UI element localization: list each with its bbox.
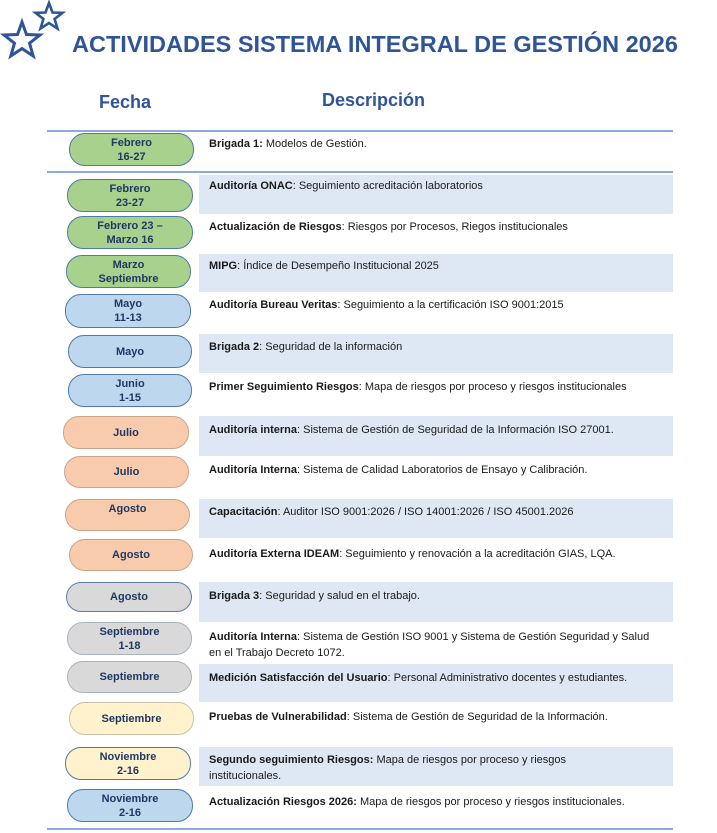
date-pill xyxy=(67,622,192,655)
row-title: Primer Seguimiento Riesgos xyxy=(209,381,359,393)
row-text: : Auditor ISO 9001:2026 / ISO 14001:2026 / ISO 45001.2026 xyxy=(277,506,574,518)
row-title: Medición Satisfacción del Usuario xyxy=(209,672,388,684)
row-description xyxy=(209,462,667,478)
table-row xyxy=(0,214,717,252)
date-pill xyxy=(67,789,193,822)
date-pill xyxy=(69,133,194,166)
row-description xyxy=(209,629,664,661)
date-line-1: Septiembre xyxy=(101,712,162,725)
row-description xyxy=(209,422,667,438)
table-row xyxy=(0,702,717,745)
row-title: Auditoría Interna xyxy=(209,631,298,643)
row-text: : Índice de Desempeño Institucional 2025 xyxy=(237,260,439,272)
row-description xyxy=(209,178,667,194)
table-row xyxy=(0,373,717,413)
row-text: : Seguridad de la información xyxy=(259,341,403,353)
date-line-2: Marzo 16 xyxy=(106,233,154,246)
row-title: Segundo seguimiento Riesgos: xyxy=(209,754,374,766)
row-description xyxy=(209,794,667,810)
date-line-2: 2-16 xyxy=(116,764,140,777)
table-row xyxy=(0,293,717,331)
row-description xyxy=(209,297,667,313)
row-description xyxy=(209,588,667,604)
date-line-2: 23-27 xyxy=(115,196,145,209)
row-title: Auditoría Externa IDEAM xyxy=(209,548,340,560)
date-pill xyxy=(67,216,193,249)
date-line-2: 1-18 xyxy=(118,639,141,652)
date-pill xyxy=(65,294,191,328)
date-line-1: Febrero xyxy=(109,182,151,195)
date-line-1: Agosto xyxy=(112,549,150,561)
row-description xyxy=(209,752,629,784)
row-title: Actualización Riesgos 2026: xyxy=(209,796,357,808)
date-pill xyxy=(65,747,191,780)
row-description xyxy=(209,339,667,355)
row-text: : Riesgos por Procesos, Riegos institucionales xyxy=(341,221,568,233)
row-text: : Personal Administrativo docentes y estudiantes. xyxy=(387,672,628,684)
date-line-1: Septiembre xyxy=(99,671,160,683)
row-description xyxy=(209,258,667,274)
date-line-1: Agosto xyxy=(110,591,148,603)
row-title: Brigada 2 xyxy=(209,341,260,353)
date-pill xyxy=(67,661,192,693)
page-title: ACTIVIDADES SISTEMA INTEGRAL DE GESTIÓN 2026 xyxy=(72,31,678,57)
table-row xyxy=(0,582,717,623)
date-line-2: 16-27 xyxy=(117,150,146,163)
bottom-divider xyxy=(47,828,673,830)
date-line-2: 11-13 xyxy=(114,312,142,324)
date-line-1: Junio xyxy=(115,377,145,390)
date-line-1: Septiembre xyxy=(99,625,160,638)
row-text: Mapa de riesgos por proceso y riesgos institucionales. xyxy=(356,796,625,808)
row-description xyxy=(209,546,667,562)
row-title: Pruebas de Vulnerabilidad xyxy=(209,711,347,723)
date-pill xyxy=(66,255,191,288)
column-header-description: Descripción xyxy=(322,90,426,110)
date-line-1: Noviembre xyxy=(99,750,157,763)
row-title: Auditoría ONAC xyxy=(209,180,293,192)
row-text: : Sistema de Calidad Laboratorios de Ensayo y Calibración. xyxy=(297,464,588,476)
row-text: : Sistema de Gestión ISO 9001 y Sistema de Gestión Seguridad y Salud en el Trabajo Decreto 1072. xyxy=(209,631,650,659)
table-row xyxy=(0,747,717,786)
row-description xyxy=(209,379,667,395)
table-row xyxy=(0,456,717,498)
date-line-2: 2-16 xyxy=(118,806,142,819)
date-line-1: Marzo xyxy=(112,258,145,271)
row-title: Auditoría Interna xyxy=(209,464,298,476)
row-description xyxy=(209,136,667,152)
date-pill xyxy=(69,539,193,571)
row-title: Actualización de Riesgos xyxy=(209,221,342,233)
row-title: Brigada 3 xyxy=(209,590,260,602)
row-text: Mapa de riesgos por proceso y riesgos institucionales. xyxy=(209,754,567,782)
row-text: : Seguimiento a la certificación ISO 9001:2015 xyxy=(337,299,564,311)
table-row xyxy=(0,538,717,580)
date-line-1: Febrero 23 – xyxy=(97,219,163,232)
row-description xyxy=(209,219,667,235)
table-row xyxy=(0,175,717,214)
date-line-1: Mayo xyxy=(113,298,143,310)
row-text: : Sistema de Gestión de Seguridad de la Información. xyxy=(346,711,608,723)
table-row xyxy=(0,664,717,706)
date-line-1: Noviembre xyxy=(101,792,159,805)
row-description xyxy=(209,504,667,520)
table-row xyxy=(0,254,717,292)
row-title: Auditoría interna xyxy=(209,424,298,436)
date-line-1: Mayo xyxy=(115,345,145,358)
row-title: Brigada 1: xyxy=(209,138,263,150)
row-title: MIPG xyxy=(209,260,238,272)
date-pill xyxy=(67,179,193,212)
table-row xyxy=(0,416,717,458)
date-line-1: Julio xyxy=(113,466,140,478)
row-text: Modelos de Gestión. xyxy=(262,138,367,150)
date-line-1: Julio xyxy=(113,426,139,439)
date-pill xyxy=(66,582,192,612)
date-pill xyxy=(68,374,192,407)
row-title: Auditoría Bureau Veritas xyxy=(209,299,338,311)
table-row xyxy=(0,622,717,664)
column-header-date: Fecha xyxy=(99,92,152,112)
date-line-1: Agosto xyxy=(108,503,147,515)
row-text: : Mapa de riesgos por proceso y riesgos institucionales xyxy=(358,381,627,393)
row-text: : Seguimiento acreditación laboratorios xyxy=(292,180,483,192)
date-line-2: 1-15 xyxy=(118,391,142,404)
row-text: : Seguimiento y renovación a la acreditación GIAS, LQA. xyxy=(339,548,616,560)
date-pill xyxy=(68,335,192,368)
date-line-1: Febrero xyxy=(111,136,152,149)
date-pill xyxy=(69,702,194,735)
table-row xyxy=(0,789,717,827)
table-row xyxy=(0,133,717,171)
table-row xyxy=(0,334,717,374)
row-text: : Seguridad y salud en el trabajo. xyxy=(259,590,420,602)
date-pill xyxy=(63,416,189,449)
row-text: : Sistema de Gestión de Seguridad de la Información ISO 27001. xyxy=(297,424,614,436)
row-title: Capacitación xyxy=(209,506,278,518)
row-description xyxy=(209,709,667,725)
table-row xyxy=(0,499,717,541)
row-description xyxy=(209,670,667,686)
date-pill xyxy=(65,499,190,531)
date-pill xyxy=(64,456,189,488)
date-line-2: Septiembre xyxy=(98,272,159,285)
